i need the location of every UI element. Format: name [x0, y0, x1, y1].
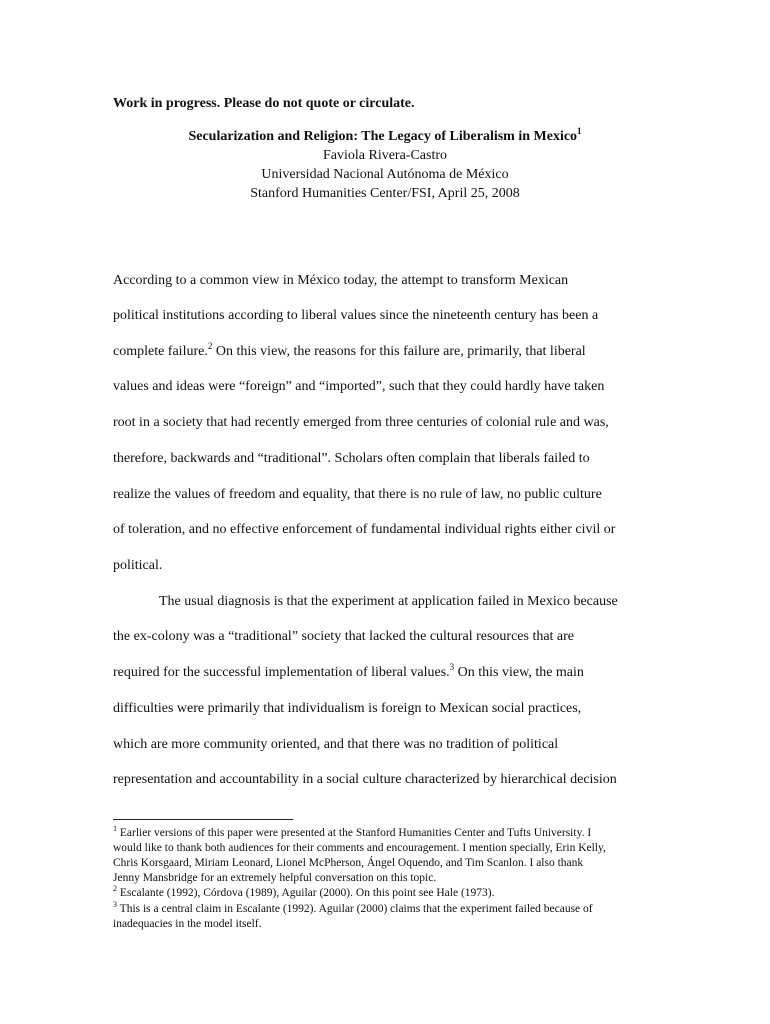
body-line	[113, 664, 584, 682]
body-line: realize the values of freedom and equality, that there is no rule of law, no public culture	[113, 487, 602, 502]
body-line	[113, 343, 586, 361]
body-line: the ex-colony was a “traditional” society that lacked the cultural resources that are	[113, 629, 575, 644]
body-line: According to a common view in México today, the attempt to transform Mexican	[113, 273, 569, 288]
footnote-divider	[113, 819, 293, 820]
footnote-text: Escalante (1992), Córdova (1989), Aguilar (2000). On this point see Hale (1973).	[119, 887, 495, 899]
body-line: values and ideas were “foreign” and “imported”, such that they could hardly have taken	[113, 379, 605, 394]
body-line-text: complete failure.	[113, 344, 208, 359]
footnote-number: 3	[113, 900, 117, 909]
author-name: Faviola Rivera-Castro	[322, 148, 448, 163]
body-line-text: required for the successful implementation of liberal values.	[113, 665, 450, 680]
author-institution: Universidad Nacional Autónoma de México	[261, 167, 509, 182]
footnote-1-line: would like to thank both audiences for their comments and encouragement. I mention specially, Erin Kelly,	[113, 842, 606, 854]
paper-title	[100, 127, 670, 146]
footnote-number: 1	[113, 824, 117, 833]
footnote-1-line: Jenny Mansbridge for an extremely helpful conversation on this topic.	[113, 872, 437, 884]
body-line: The usual diagnosis is that the experiment at application failed in Mexico because	[159, 594, 618, 609]
footnote-1	[113, 826, 591, 840]
footnote-number: 2	[113, 884, 117, 893]
footnote-ref-3: 3	[449, 662, 455, 672]
footnote-ref-1: 1	[577, 126, 582, 136]
body-line: political.	[113, 558, 163, 573]
body-line: representation and accountability in a social culture characterized by hierarchical decision	[113, 772, 617, 787]
footnote-2	[113, 886, 495, 900]
venue-date: Stanford Humanities Center/FSI, April 25, 2008	[250, 186, 520, 201]
body-line: difficulties were primarily that individualism is foreign to Mexican social practices,	[113, 701, 582, 716]
footnote-ref-2: 2	[207, 341, 213, 351]
footnote-3-line: inadequacies in the model itself.	[113, 918, 262, 930]
footnote-1-line: Chris Korsgaard, Miriam Leonard, Lionel McPherson, Ángel Oquendo, and Tim Scanlon. I also thank	[113, 857, 584, 869]
body-line-text: On this view, the main	[457, 665, 584, 680]
body-line-text: On this view, the reasons for this failure are, primarily, that liberal	[215, 344, 586, 359]
body-line: political institutions according to liberal values since the nineteenth century has been a	[113, 308, 599, 323]
footnote-3	[113, 902, 593, 916]
body-line: which are more community oriented, and that there was no tradition of political	[113, 737, 559, 752]
title-block	[100, 127, 670, 203]
body-line: of toleration, and no effective enforcement of fundamental individual rights either civil or	[113, 522, 616, 537]
paper-title-text: Secularization and Religion: The Legacy of Liberalism in Mexico	[188, 129, 578, 144]
footnote-text: Earlier versions of this paper were presented at the Stanford Humanities Center and Tufts University. I	[119, 827, 592, 839]
body-line: root in a society that had recently emerged from three centuries of colonial rule and was,	[113, 415, 609, 430]
body-line: therefore, backwards and “traditional”. Scholars often complain that liberals failed to	[113, 451, 590, 466]
footnote-text: This is a central claim in Escalante (1992). Aguilar (2000) claims that the experiment failed because of	[119, 903, 593, 915]
draft-notice: Work in progress. Please do not quote or circulate.	[113, 96, 415, 111]
